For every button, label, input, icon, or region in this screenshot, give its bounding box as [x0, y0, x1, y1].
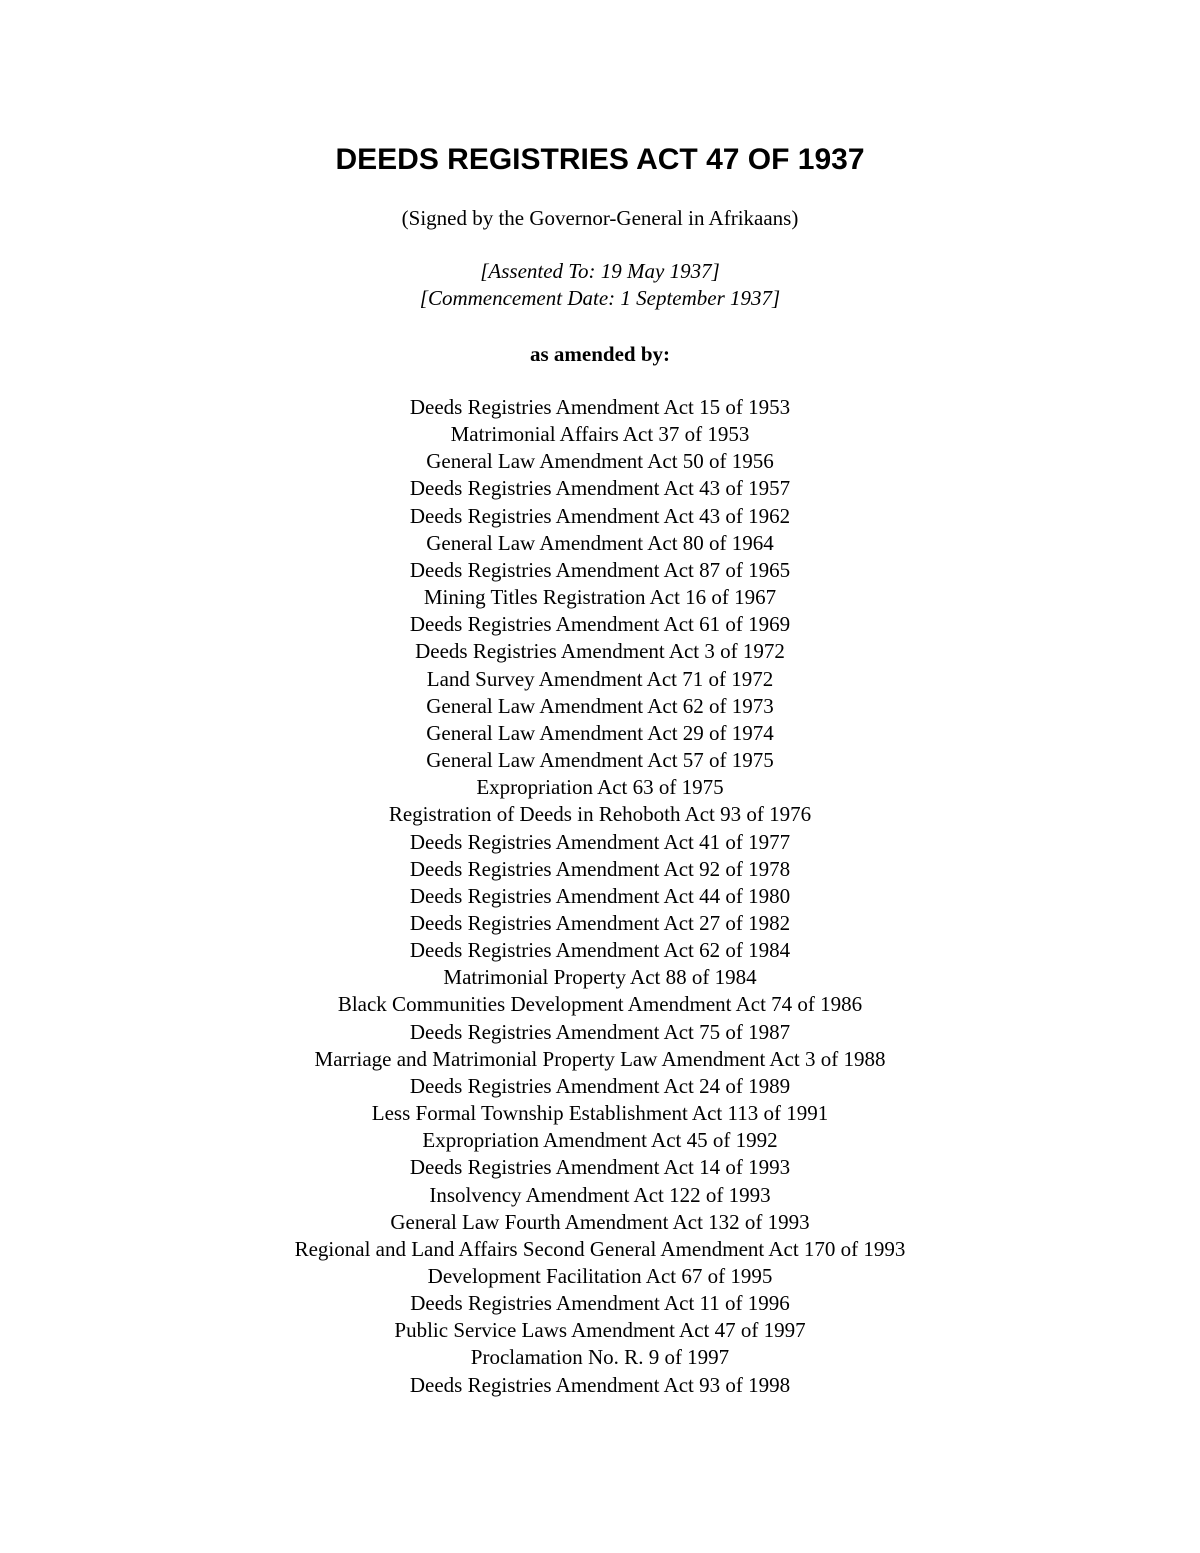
amendment-item: Deeds Registries Amendment Act 62 of 1984 [409, 938, 791, 963]
amendment-item: Marriage and Matrimonial Property Law Amendment Act 3 of 1988 [314, 1046, 886, 1071]
amendment-item: Public Service Laws Amendment Act 47 of 1997 [394, 1318, 806, 1343]
amendment-item: Expropriation Amendment Act 45 of 1992 [422, 1128, 778, 1153]
amendment-item: General Law Amendment Act 57 of 1975 [426, 748, 774, 773]
amendment-item: Deeds Registries Amendment Act 43 of 1962 [409, 503, 791, 528]
amendment-item: Less Formal Township Establishment Act 113 of 1991 [371, 1101, 829, 1126]
amendment-item: Land Survey Amendment Act 71 of 1972 [426, 666, 774, 691]
amendment-item: General Law Amendment Act 62 of 1973 [426, 693, 774, 718]
amendment-item: Matrimonial Affairs Act 37 of 1953 [450, 422, 750, 447]
amendment-item: Proclamation No. R. 9 of 1997 [470, 1345, 730, 1370]
amendment-item: Insolvency Amendment Act 122 of 1993 [429, 1182, 771, 1207]
assented-date: [Assented To: 19 May 1937] [480, 259, 720, 283]
amendment-item: Deeds Registries Amendment Act 61 of 1969 [409, 612, 791, 637]
amendment-item: Deeds Registries Amendment Act 27 of 1982 [409, 910, 791, 935]
amended-by-heading: as amended by: [529, 342, 671, 366]
amendment-item: Registration of Deeds in Rehoboth Act 93 of 1976 [388, 802, 812, 827]
amendment-item: General Law Amendment Act 29 of 1974 [426, 720, 774, 745]
amendment-item: Deeds Registries Amendment Act 15 of 1953 [409, 395, 791, 419]
amendment-item: Matrimonial Property Act 88 of 1984 [443, 965, 757, 990]
amendment-item: Deeds Registries Amendment Act 44 of 1980 [409, 883, 791, 908]
amendment-item: General Law Amendment Act 50 of 1956 [426, 449, 774, 474]
amendment-item: Deeds Registries Amendment Act 43 of 1957 [409, 476, 791, 501]
amendments-list [0, 394, 1200, 1399]
amendment-item: Black Communities Development Amendment Act 74 of 1986 [337, 992, 863, 1017]
amendment-item: Deeds Registries Amendment Act 87 of 1965 [409, 557, 791, 582]
document-title: DEEDS REGISTRIES ACT 47 OF 1937 [335, 143, 865, 176]
amendment-item: Deeds Registries Amendment Act 41 of 1977 [409, 829, 791, 854]
dates-block [0, 258, 1200, 312]
amendment-item: General Law Fourth Amendment Act 132 of 1993 [390, 1209, 810, 1234]
commencement-date: [Commencement Date: 1 September 1937] [419, 286, 781, 310]
amendment-item: Deeds Registries Amendment Act 11 of 1996 [410, 1291, 790, 1316]
amendment-item: General Law Amendment Act 80 of 1964 [426, 530, 774, 555]
amendment-item: Deeds Registries Amendment Act 92 of 1978 [409, 856, 791, 881]
amendment-item: Expropriation Act 63 of 1975 [476, 775, 724, 800]
signed-note: (Signed by the Governor-General in Afrikaans) [401, 206, 799, 230]
amendment-item: Deeds Registries Amendment Act 24 of 1989 [409, 1073, 791, 1098]
amendment-item: Development Facilitation Act 67 of 1995 [427, 1264, 773, 1288]
amendment-item: Deeds Registries Amendment Act 14 of 1993 [409, 1155, 791, 1180]
amendment-item: Deeds Registries Amendment Act 75 of 1987 [409, 1019, 791, 1044]
amendment-item: Deeds Registries Amendment Act 93 of 1998 [409, 1372, 791, 1397]
amendment-item: Regional and Land Affairs Second General Amendment Act 170 of 1993 [294, 1236, 906, 1261]
amendment-item: Deeds Registries Amendment Act 3 of 1972 [415, 639, 785, 664]
amendment-item: Mining Titles Registration Act 16 of 1967 [423, 585, 777, 610]
